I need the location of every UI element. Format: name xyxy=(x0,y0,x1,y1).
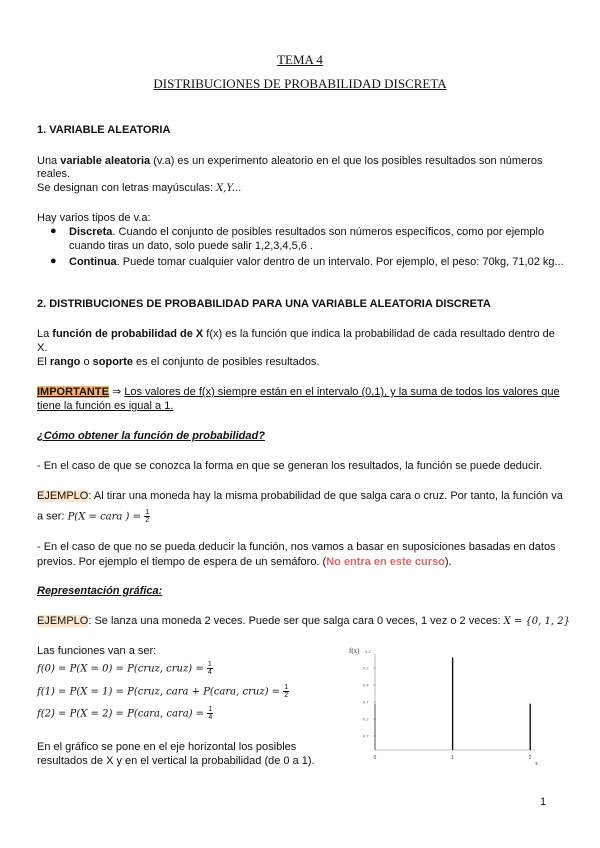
s2-paragraph-1-cont: X. xyxy=(37,342,48,354)
function-f0: f(0) = P(X = 0) = P(cruz, cruz) = $\frac{1}{4}$ xyxy=(37,661,212,676)
s2-paragraph-2: El rango o soporte es el conjunto de posibles resultados. xyxy=(37,356,320,368)
bullet-continua: Continua. Puede tomar cualquier valor dentro de un intervalo. Por ejemplo, el peso: 70kg, 71,02 kg... xyxy=(69,256,564,268)
chart-xtick-label: 2 xyxy=(528,755,532,761)
case-2-text: - En el caso de que no se pueda deducir la función, nos vamos a basar en suposiciones basadas en datos xyxy=(37,541,556,553)
bullet-dot: ● xyxy=(50,225,57,237)
ejemplo-1-line: EJEMPLO: Al tirar una moneda hay la misma probabilidad de que salga cara o cruz. Por tanto, la función va xyxy=(37,490,563,502)
s2-paragraph-1: La función de probabilidad de X f(x) es la función que indica la probabilidad de cada resultado dentro de xyxy=(37,328,555,340)
function-f1: f(1) = P(X = 1) = P(cruz, cara + P(cara, cruz) = $\frac{1}{2}$ xyxy=(37,684,289,699)
graph-explanation-2: resultados de X y en el vertical la probabilidad (de 0 a 1). xyxy=(37,755,315,767)
importante-line-cont: tiene la función es igual a 1. xyxy=(37,400,174,412)
chart-ytop-label: 0.2 xyxy=(365,649,371,654)
chart-xlabel: x xyxy=(535,761,538,767)
chart-ylabel: f(x) xyxy=(349,647,360,655)
chart-ytick-label: 0.7 xyxy=(363,699,369,705)
bullet-discreta: Discreta. Cuando el conjunto de posibles resultados son números específicos, como por ejemplo xyxy=(69,226,545,238)
chart-xtick-label: 0 xyxy=(373,755,377,761)
bullet-discreta-cont: cuando tiras un dato, solo puede salir 1,2,3,4,5,6 . xyxy=(69,240,313,252)
section-2-heading: 2. DISTRIBUCIONES DE PROBABILIDAD PARA UNA VARIABLE ALEATORIA DISCRETA xyxy=(37,298,491,310)
document-title xyxy=(0,76,600,92)
bullet-dot: ● xyxy=(50,255,57,267)
case-2-text-cont: previos. Por ejemplo el tiempo de espera de un semáforo. (No entra en este curso). xyxy=(37,556,452,568)
chart-ytick-label: 0.4 xyxy=(363,682,369,688)
s1-paragraph-2: Se designan con letras mayúsculas: X,Y... xyxy=(37,182,242,194)
importante-line: IMPORTANTE ⇒ Los valores de f(x) siempre están en el intervalo (0,1), y la suma de todos los valores que xyxy=(37,386,560,398)
s1-paragraph-1: Una variable aleatoria (v.a) es un experimento aleatorio en el que los posibles resultados son números xyxy=(37,155,543,167)
ejemplo-2-line: EJEMPLO: Se lanza una moneda 2 veces. Puede ser que salga cara 0 veces, 1 vez o 2 veces: X = {0, 1, 2} xyxy=(37,615,570,627)
page-number: 1 xyxy=(540,796,547,808)
ejemplo-1-line-2: a ser: P(X = cara ) = $\frac{1}{2}$ xyxy=(37,509,150,524)
fraction: $\frac{1}{2}$ xyxy=(145,509,150,524)
importante-label: IMPORTANTE xyxy=(37,386,109,398)
case-1-text: - En el caso de que se conozca la forma en que se generan los resultados, la función se puede deducir. xyxy=(37,460,543,472)
question-heading: ¿Cómo obtener la función de probabilidad? xyxy=(37,430,265,442)
chart-xtick-label: 1 xyxy=(451,755,454,761)
document-title-text: DISTRIBUCIONES DE PROBABILIDAD DISCRETA xyxy=(153,76,447,91)
tema-label: TEMA 4 xyxy=(277,52,323,67)
chart-ytick-label: 0.2 xyxy=(363,716,369,722)
chart-ytick-label: 0.7 xyxy=(363,733,369,739)
s1-paragraph-1-cont: reales. xyxy=(37,168,71,180)
no-entra-note: No entra en este curso xyxy=(326,556,445,568)
function-f2: f(2) = P(X = 2) = P(cara, cara) = $\frac{1}{4}$ xyxy=(37,706,213,721)
ejemplo-label: EJEMPLO xyxy=(37,490,89,502)
representation-heading: Representación gráfica: xyxy=(37,585,163,597)
funcs-intro: Las funciones van a ser: xyxy=(37,645,157,657)
chart-ytick-label: 0.2 xyxy=(363,665,369,671)
graph-explanation-1: En el gráfico se pone en el eje horizontal los posibles xyxy=(37,741,297,753)
tema-title xyxy=(0,52,600,68)
probability-chart xyxy=(345,640,560,775)
section-1-heading: 1. VARIABLE ALEATORIA xyxy=(37,124,171,136)
s1-paragraph-3: Hay varios tipos de v.a: xyxy=(37,212,151,224)
ejemplo-label: EJEMPLO xyxy=(37,615,89,627)
